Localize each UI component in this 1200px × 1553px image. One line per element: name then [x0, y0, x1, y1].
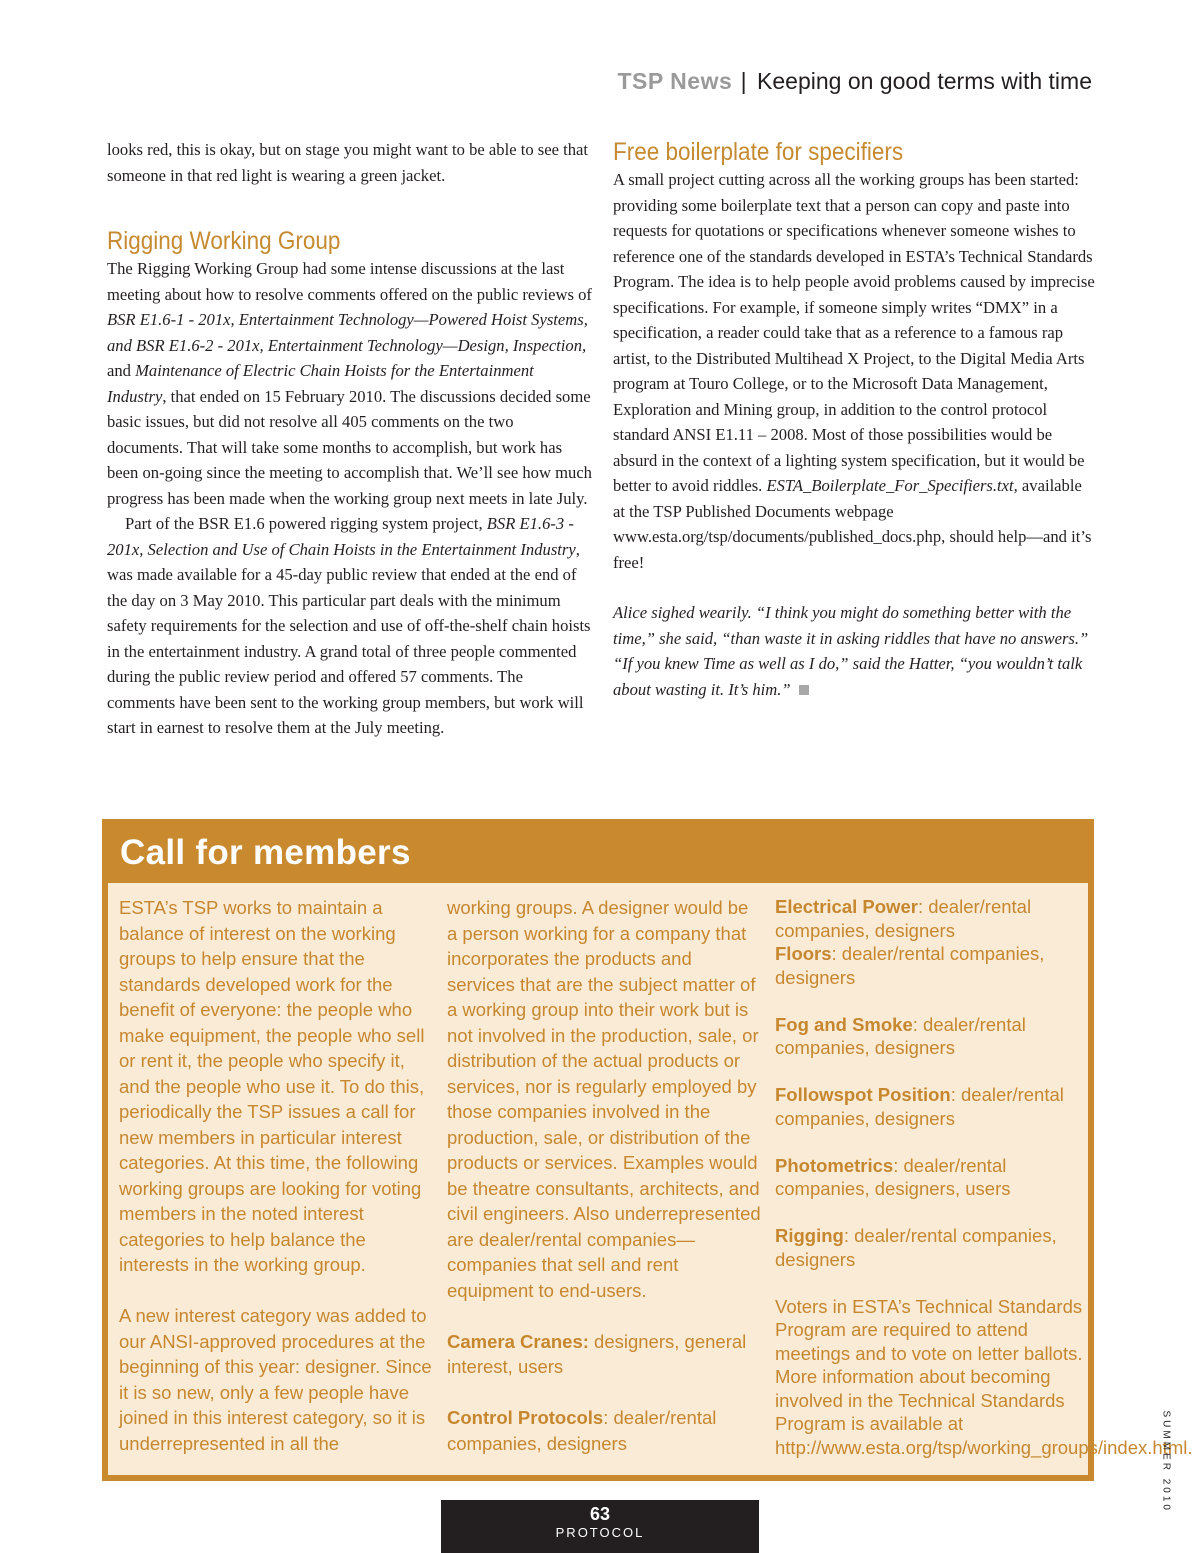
- rigging-paragraph-1: The Rigging Working Group had some intense discussions at the last meeting about how to resolve comments offered on the public reviews of BSR E1.6-1 - 201x, Entertainment Technology—Powered Hoist Systems, and BSR E1.6-2 - 201x, Entertainment Technology—Design, Inspection, and Maintenance of Electric Chain Hoists for the Entertainment Industry, that ended on 15 February 2010. The discussions decided some basic issues, but did not resolve all 405 comments on the two documents. That will take some months to accomplish, but work has been on-going since the meeting to accomplish that. We’ll see how much progress has been made when the working group next meets in late July.: [107, 259, 592, 508]
- header-brand: TSP News: [617, 68, 733, 94]
- issue-side-label: SUMMER 2010: [1160, 1410, 1172, 1513]
- header-separator: |: [740, 68, 747, 94]
- boilerplate-heading: Free boilerplate for specifiers: [613, 138, 904, 166]
- voters-paragraph: Voters in ESTA’s Technical Standards Program are required to attend meetings and to vote on letter ballots. More information about becoming involved in the Technical Standards Program is available at http://www.esta.org/tsp/working_groups/index.html.: [775, 1295, 1193, 1458]
- designer-category-paragraph: A new interest category was added to our ANSI-approved procedures at the beginning of this year: designer. Since it is so new, only a few people have joined in this interest category, so it is underrepresented in all the: [119, 1305, 432, 1454]
- group-floors: Floors: dealer/rental companies, designers: [775, 943, 1045, 988]
- call-box-title: Call for members: [120, 833, 411, 872]
- page-number: 63: [589, 1504, 611, 1524]
- boilerplate-paragraph: A small project cutting across all the working groups has been started: providing some boilerplate text that a person can copy and paste into requests for quotations or specifications whenever someone wishes to reference one of the standards developed in ESTA’s Technical Standards Program. The idea is to help people avoid problems caused by imprecise specifications. For example, if someone simply writes “DMX” in a specification, a reader could take that as a reference to a famous rap artist, to the Distributed Multihead X Project, to the Digital Media Arts program at Touro College, or to the Microsoft Data Management, Exploration and Mining group, in addition to the control protocol standard ANSI E1.11 – 2008. Most of those possibilities would be absurd in the context of a lighting system specification, but it would be better to avoid riddles. ESTA_Boilerplate_For_Specifiers.txt, available at the TSP Published Documents webpage www.esta.org/tsp/documents/published_docs.php, should help—and it’s free!: [613, 170, 1095, 572]
- page-footer: [441, 1500, 759, 1553]
- group-photometrics: Photometrics: dealer/rental companies, designers, users: [775, 1154, 1011, 1199]
- designer-definition-paragraph: working groups. A designer would be a person working for a company that incorporates the products and services that are the subject matter of a working group into their work but is not involved in the production, sale, or distribution of the actual products or services, nor is regularly employed by those companies involved in the production, sale, or distribution of the products or services. Examples would be theatre consultants, architects, and civil engineers. Also underrepresented are dealer/rental companies—companies that sell and rent equipment to end-users.: [447, 897, 761, 1301]
- right-column: [613, 137, 1095, 702]
- group-camera-cranes: Camera Cranes: designers, general interest, users: [447, 1330, 747, 1377]
- intro-paragraph: looks red, this is okay, but on stage you might want to be able to see that someone in that red light is wearing a green jacket.: [107, 140, 588, 185]
- group-fog-and-smoke: Fog and Smoke: dealer/rental companies, designers: [775, 1013, 1026, 1058]
- rigging-paragraph-2: Part of the BSR E1.6 powered rigging system project, BSR E1.6-3 - 201x, Selection and Use of Chain Hoists in the Entertainment Industry, was made available for a 45-day public review that ended at the end of the day on 3 May 2010. This particular part deals with the minimum safety requirements for the selection and use of off-the-shelf chain hoists in the entertainment industry. A grand total of three people commented during the public review period and offered 57 comments. The comments have been sent to the working group members, but work will start in earnest to resolve them at the July meeting.: [107, 514, 591, 737]
- call-box-column-2: [447, 895, 762, 1456]
- running-header: [617, 68, 1092, 95]
- call-box-column-3: [775, 895, 1193, 1459]
- group-electrical-power: Electrical Power: dealer/rental companies, designers: [775, 896, 1032, 941]
- left-column: [107, 137, 592, 741]
- magazine-name: PROTOCOL: [555, 1525, 645, 1540]
- header-title: Keeping on good terms with time: [757, 68, 1092, 94]
- group-control-protocols: Control Protocols: dealer/rental companies, designers: [447, 1407, 717, 1454]
- call-intro-paragraph: ESTA’s TSP works to maintain a balance of interest on the working groups to help ensure that the standards developed work for the benefit of everyone: the people who make equipment, the people who sell or rent it, the people who specify it, and the people who use it. To do this, periodically the TSP issues a call for new members in particular interest categories. At this time, the following working groups are looking for voting members in the noted interest categories to help balance the interests in the working group.: [119, 897, 425, 1275]
- rigging-heading: Rigging Working Group: [107, 227, 341, 255]
- call-box-column-1: [119, 895, 434, 1456]
- group-rigging: Rigging: dealer/rental companies, designers: [775, 1225, 1057, 1270]
- end-mark-icon: [799, 685, 809, 695]
- group-followspot-position: Followspot Position: dealer/rental companies, designers: [775, 1084, 1064, 1129]
- alice-quote: Alice sighed wearily. “I think you might do something better with the time,” she said, “than waste it in asking riddles that have no answers.” “If you knew Time as well as I do,” said the Hatter, “you wouldn’t talk about wasting it. It’s him.”: [613, 603, 1089, 699]
